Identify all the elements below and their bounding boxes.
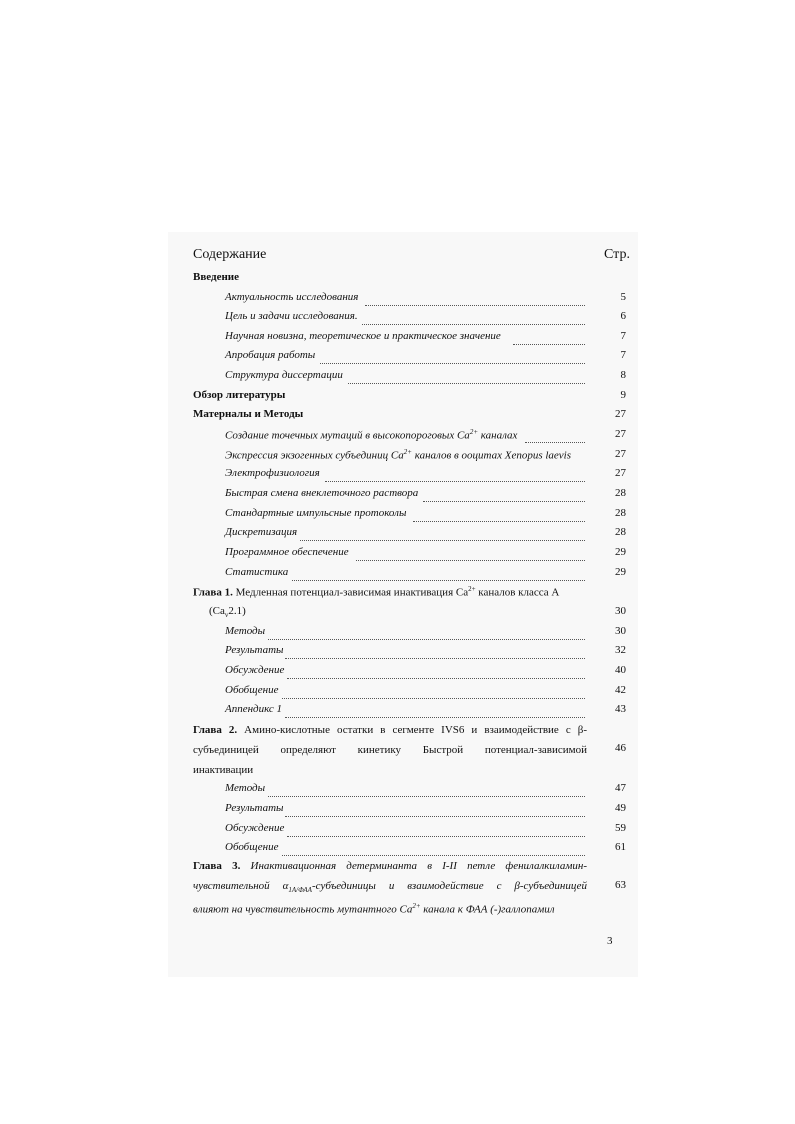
toc-entry	[0, 526, 795, 544]
entry-title: Стандартные импульсные протоколы	[225, 507, 407, 519]
leader-dots	[325, 480, 585, 482]
page-ref: 42	[615, 684, 626, 696]
page-column-label: Стр.	[604, 247, 630, 262]
page-ref: 7	[620, 330, 626, 342]
entry-title: Экспрессия экзогенных субъединиц $Ca^{2+}$ каналов в ооцитах Xenopus laevis	[225, 448, 572, 462]
chapter-title-cont: $(Ca_v2.1)$	[209, 605, 246, 620]
toc-entry	[0, 644, 795, 662]
leader-dots	[362, 323, 585, 325]
entry-title: Обсуждение	[225, 664, 285, 676]
page-ref: 29	[615, 546, 626, 558]
leader-dots	[320, 362, 585, 364]
leader-dots	[292, 579, 585, 581]
page-ref: 27	[615, 448, 626, 460]
entry-title: Быстрая смена внеклеточного раствора	[225, 487, 419, 499]
entry-title: Результаты	[225, 802, 284, 814]
entry-title: Результаты	[225, 644, 284, 656]
leader-dots	[365, 304, 585, 306]
toc-entry	[0, 566, 795, 584]
toc-entry	[0, 507, 795, 525]
page-ref: 7	[620, 349, 626, 361]
toc-entry	[0, 664, 795, 682]
chapter-title: Глава 1. Медленная потенциал-зависимая инактивация $Ca^{2+}$ каналов класса А	[193, 585, 560, 599]
toc-entry	[0, 782, 795, 800]
toc-section-methods	[0, 408, 795, 426]
toc-entry	[0, 291, 795, 309]
entry-title: Электрофизиология	[225, 467, 320, 479]
section-title: Введение	[193, 271, 240, 283]
leader-dots	[268, 638, 585, 640]
entry-title: Обобщение	[225, 684, 279, 696]
page-ref: 63	[615, 879, 626, 891]
page-ref: 49	[615, 802, 626, 814]
leader-dots	[285, 657, 585, 659]
toc-entry	[0, 625, 795, 643]
toc-entry	[0, 822, 795, 840]
entry-title: Программное обеспечение	[225, 546, 349, 558]
section-title: Матерналы и Методы	[193, 408, 304, 420]
page-ref: 27	[615, 467, 626, 479]
page-ref: 32	[615, 644, 626, 656]
toc-chapter-3-page	[0, 879, 795, 897]
toc-section-intro	[0, 271, 795, 289]
page-ref: 30	[615, 605, 626, 617]
leader-dots	[525, 441, 585, 443]
entry-title: Аппендикс 1	[225, 703, 282, 715]
leader-dots	[356, 559, 585, 561]
page-ref: 61	[615, 841, 626, 853]
toc-entry	[0, 428, 795, 446]
chapter-line: Глава 3. Инактивационная детерминанта в I-II петле фенилалкиламин-	[193, 860, 587, 872]
entry-title: Апробация работы	[225, 349, 316, 361]
toc-entry	[0, 349, 795, 367]
entry-title: Научная новизна, теоретическое и практическое значение	[225, 330, 501, 342]
page-ref: 6	[620, 310, 626, 322]
chapter-line: инактивации	[193, 764, 254, 776]
entry-title: Методы	[225, 782, 266, 794]
toc-entry	[0, 330, 795, 348]
toc-entry	[0, 310, 795, 328]
page-ref: 8	[620, 369, 626, 381]
toc-chapter-2-page	[0, 742, 795, 760]
page-ref: 47	[615, 782, 626, 794]
page-ref: 5	[620, 291, 626, 303]
toc-entry	[0, 703, 795, 721]
entry-title: Обобщение	[225, 841, 279, 853]
entry-title: Создание точечных мутаций в высокопороговых $Ca^{2+}$ каналах	[225, 428, 518, 442]
toc-section-review	[0, 389, 795, 407]
page-ref: 43	[615, 703, 626, 715]
page-ref: 28	[615, 507, 626, 519]
leader-dots	[287, 835, 585, 837]
leader-dots	[268, 795, 585, 797]
toc-entry	[0, 369, 795, 387]
chapter-line: чувствительной $\alpha_{1A/ФАА}$-субъединицы и взаимодействие с β-субъединицей	[193, 880, 587, 895]
toc-entry	[0, 467, 795, 485]
entry-title: Дискретизация	[225, 526, 298, 538]
leader-dots	[513, 343, 585, 345]
leader-dots	[285, 716, 585, 718]
leader-dots	[413, 520, 585, 522]
page-ref: 27	[615, 428, 626, 440]
leader-dots	[287, 677, 585, 679]
leader-dots	[423, 500, 585, 502]
page-ref: 46	[615, 742, 626, 754]
toc-chapter-1-cont	[0, 605, 795, 623]
chapter-line: Глава 2. Амино-кислотные остатки в сегменте IVS6 и взаимодействие с β-	[193, 724, 587, 736]
page-ref: 40	[615, 664, 626, 676]
page-ref: 28	[615, 487, 626, 499]
toc-title: Содержание	[193, 247, 267, 262]
toc-entry	[0, 546, 795, 564]
section-title: Обзор литературы	[193, 389, 286, 401]
page-ref: 27	[615, 408, 626, 420]
toc-chapter-1	[0, 585, 795, 603]
entry-title: Структура диссертации	[225, 369, 343, 381]
entry-title: Методы	[225, 625, 266, 637]
entry-title: Статистика	[225, 566, 289, 578]
leader-dots	[300, 539, 585, 541]
page-ref: 59	[615, 822, 626, 834]
page-ref: 29	[615, 566, 626, 578]
page-ref: 28	[615, 526, 626, 538]
entry-title: Актуальность исследования	[225, 291, 359, 303]
toc-entry	[0, 802, 795, 820]
chapter-line: субъединицей определяют кинетику Быстрой потенциал-зависимой	[193, 744, 587, 756]
leader-dots	[282, 697, 585, 699]
entry-title: Цель и задачи исследования.	[225, 310, 358, 322]
chapter-line: влияют на чувствительность мутантного $Ca^{2+}$ канала к ФАА (-)галлопамил	[193, 902, 555, 916]
leader-dots	[348, 382, 585, 384]
toc-entry	[0, 684, 795, 702]
toc-entry	[0, 448, 795, 466]
page-number: 3	[607, 935, 613, 947]
page-ref: 9	[620, 389, 626, 401]
page-ref: 30	[615, 625, 626, 637]
toc-entry	[0, 487, 795, 505]
entry-title: Обсуждение	[225, 822, 285, 834]
leader-dots	[285, 815, 585, 817]
